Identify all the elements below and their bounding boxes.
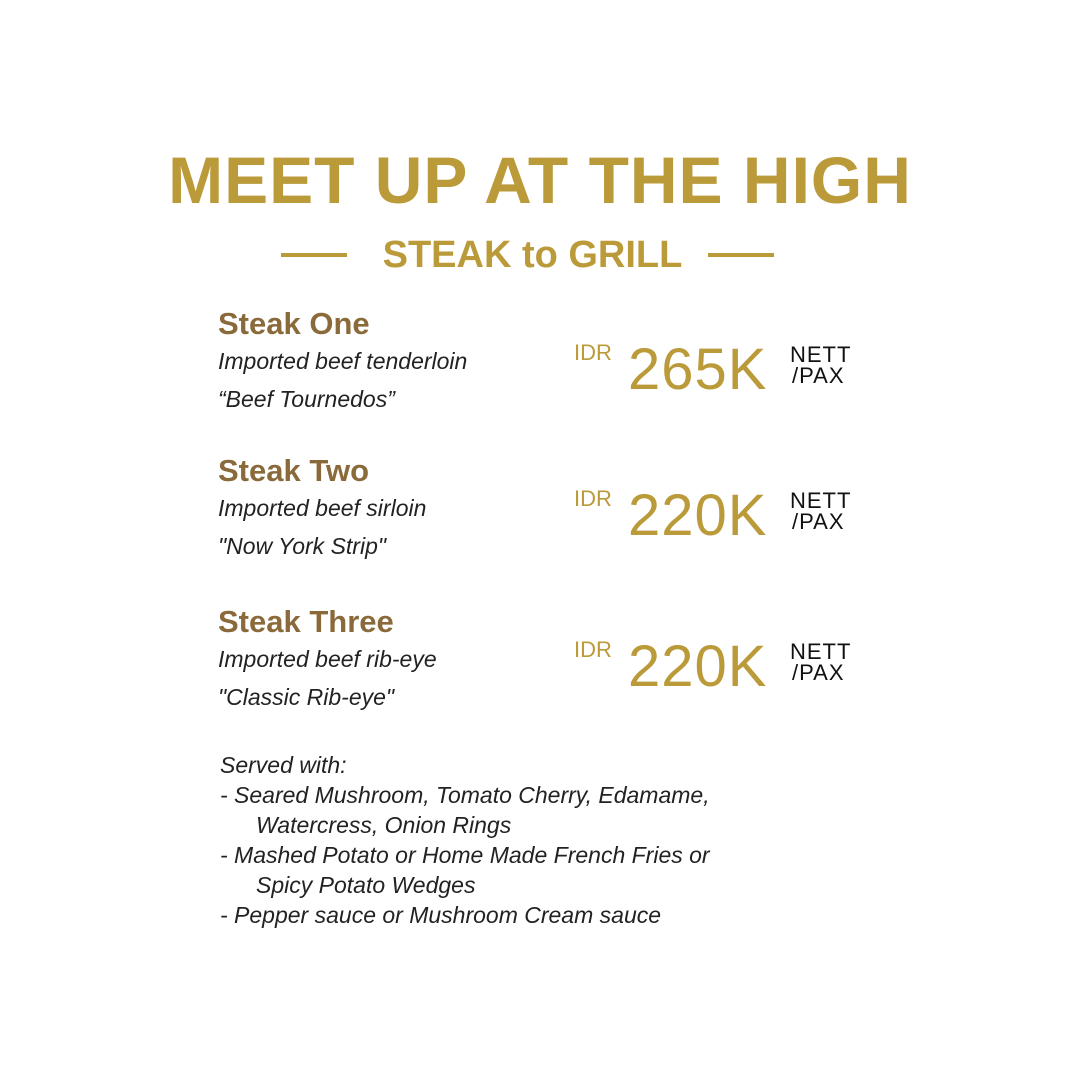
item-name: Steak One <box>218 306 370 341</box>
item-nickname: "Classic Rib-eye" <box>218 684 395 710</box>
price-per-pax: /PAX <box>792 363 845 388</box>
item-description: Imported beef tenderloin <box>218 348 468 374</box>
subtitle: STEAK to GRILL <box>382 234 683 276</box>
price-amount: 220K <box>628 483 768 548</box>
price-nett: NETT <box>790 488 852 513</box>
subtitle-row <box>0 232 1080 282</box>
item-price <box>574 634 874 707</box>
page-title: MEET UP AT THE HIGH <box>168 143 912 217</box>
served-with <box>220 750 710 930</box>
price-nett: NETT <box>790 342 852 367</box>
item-nickname: "Now York Strip" <box>218 533 387 559</box>
price-currency: IDR <box>574 486 612 511</box>
item-nickname: “Beef Tournedos” <box>218 386 395 412</box>
price-per-pax: /PAX <box>792 509 845 534</box>
price-currency: IDR <box>574 340 612 365</box>
price-currency: IDR <box>574 637 612 662</box>
item-price <box>574 337 874 410</box>
item-price <box>574 483 874 556</box>
served-line: - Mashed Potato or Home Made French Fries or <box>220 842 710 868</box>
price-per-pax: /PAX <box>792 660 845 685</box>
price-amount: 220K <box>628 634 768 699</box>
subtitle-divider-left <box>281 253 347 257</box>
item-name: Steak Two <box>218 453 370 488</box>
served-line: Watercress, Onion Rings <box>256 812 512 838</box>
served-line: - Pepper sauce or Mushroom Cream sauce <box>220 902 662 928</box>
subtitle-divider-right <box>708 253 774 257</box>
price-amount: 265K <box>628 337 768 402</box>
price-nett: NETT <box>790 639 852 664</box>
item-description: Imported beef rib-eye <box>218 646 437 672</box>
item-description: Imported beef sirloin <box>218 495 427 521</box>
item-name: Steak Three <box>218 604 394 639</box>
served-line: - Seared Mushroom, Tomato Cherry, Edamame, <box>220 782 710 808</box>
served-line: Spicy Potato Wedges <box>256 872 476 898</box>
served-heading: Served with: <box>220 752 347 778</box>
